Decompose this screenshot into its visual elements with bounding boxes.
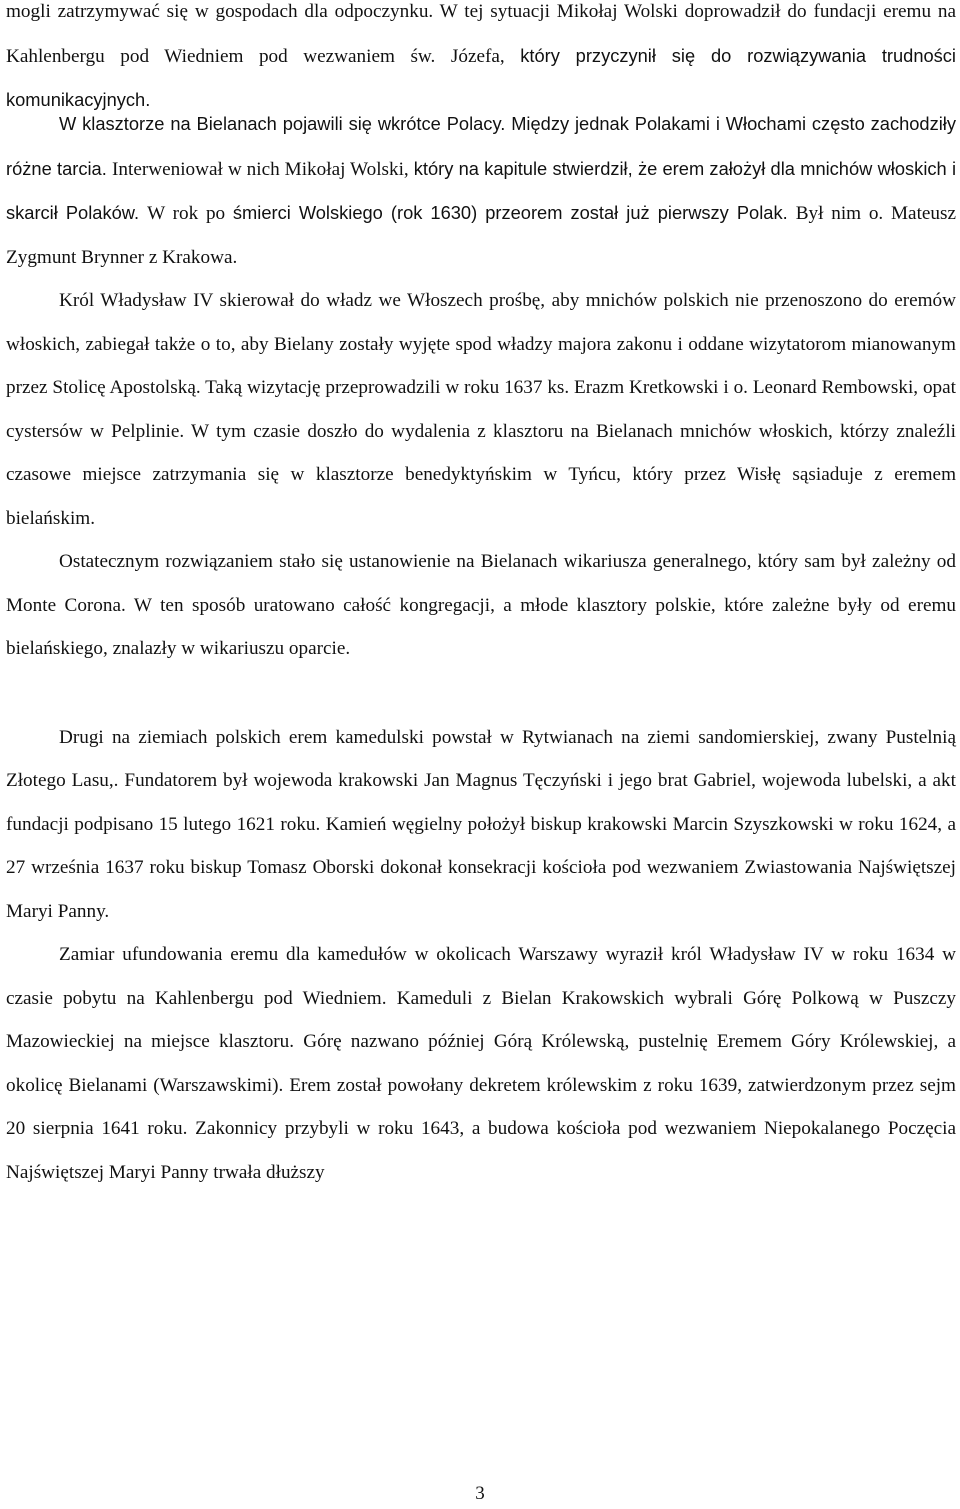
paragraph-text: W klasztorze na Bielanach pojawili się wkrótce Polacy. Między jednak Polakami i Włochami często zachodziły różne tarcia. (6, 113, 956, 179)
paragraph-text: śmierci Wolskiego (rok 1630) przeorem został już pierwszy Polak. (232, 202, 796, 223)
paragraph-6 (6, 933, 956, 1194)
paragraph-text: Ostatecznym rozwiązaniem stało się ustanowienie na Bielanach wikariusza generalnego, który sam był zależny od Monte Corona. W ten sposób uratowano całość kongregacji, a młode klasztory polskie, które zależne były od eremu bielańskiego, znalazły w wikariuszu oparcie. (6, 551, 956, 659)
paragraph-2 (6, 102, 956, 279)
paragraph-text: W rok po (147, 203, 233, 224)
paragraph-text: Drugi na ziemiach polskich erem kamedulski powstał w Rytwianach na ziemi sandomierskiej, zwany Pustelnią Złotego Lasu,. Fundatorem był wojewoda krakowski Jan Magnus Tęczyński i jego brat Gabriel, wojewoda lubelski, a akt fundacji podpisano 15 lutego 1621 roku. Kamień węgielny położył biskup krakowski Marcin Szyszkowski w roku 1624, a 27 września 1637 roku biskup Tomasz Oborski dokonał konsekracji kościoła pod wezwaniem Zwiastowania Najświętszej Maryi Panny. (6, 726, 956, 922)
paragraph-5 (6, 716, 956, 934)
paragraph-text: Zamiar ufundowania eremu dla kamedułów w okolicach Warszawy wyraził król Władysław IV w roku 1634 w czasie pobytu na Kahlenbergu pod Wiedniem. Kameduli z Bielan Krakowskich wybrali Górę Polkową w Puszczy Mazowieckiej na miejsce klasztoru. Górę nazwano później Górą Królewską, pustelnię Eremem Góry Królewskiej, a okolicę Bielanami (Warszawskimi). Erem został powołany dekretem królewskim z roku 1639, zatwierdzonym przez sejm 20 sierpnia 1641 roku. Zakonnicy przybyli w roku 1643, a budowa kościoła pod wezwaniem Niepokalanego Poczęcia Najświętszej Maryi Panny trwała dłuższy (6, 944, 956, 1183)
paragraph-text: który na kapitule stwierdził, że erem założył dla mnichów włoskich i skarcił Polaków. (6, 157, 957, 223)
paragraph-text: Interweniował w nich Mikołaj Wolski, (112, 158, 414, 180)
paragraph-3 (6, 279, 956, 540)
paragraph-text: który przyczynił się do rozwiązywania trudności komunikacyjnych. (6, 44, 956, 110)
paragraph-text: Był nim o. Mateusz Zygmunt Brynner z Krakowa. (6, 203, 956, 268)
paragraph-text: mogli zatrzymywać się w gospodach dla odpoczynku. W tej sytuacji Mikołaj Wolski doprowadził do fundacji eremu na Kahlenbergu pod Wiedniem pod wezwaniem św. Józefa, (6, 1, 956, 67)
page-number: 3 (475, 1483, 485, 1504)
paragraph-text: Król Władysław IV skierował do władz we Włoszech prośbę, aby mnichów polskich nie przenoszono do eremów włoskich, zabiegał także o to, aby Bielany zostały wyjęte spod władzy majora zakonu i oddane wizytatorom mianowanym przez Stolicę Apostolską. Taką wizytację przeprowadzili w roku 1637 ks. Erazm Kretkowski i o. Leonard Rembowski, opat cystersów w Pelplinie. W tym czasie doszło do wydalenia z klasztoru na Bielanach mnichów włoskich, którzy znaleźli czasowe miejsce zatrzymania się w klasztorze benedyktyńskim w Tyńcu, który przez Wisłę sąsiaduje z eremem bielańskim. (6, 290, 956, 529)
paragraph-4 (6, 540, 956, 671)
